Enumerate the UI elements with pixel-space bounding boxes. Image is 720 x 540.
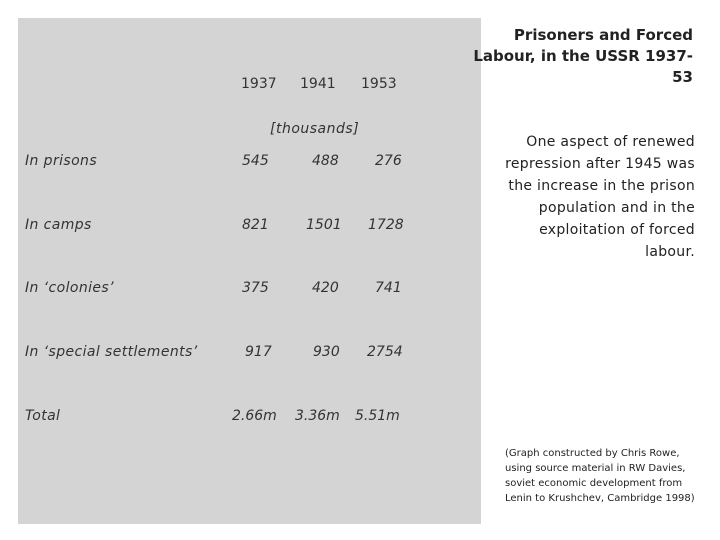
cell-colonies-1953: 741 <box>375 280 402 296</box>
cell-total-1937: 2.66m <box>232 408 277 424</box>
data-table-panel <box>18 18 481 524</box>
row-label-total: Total <box>25 408 61 424</box>
units-label: [thousands] <box>270 121 360 137</box>
row-label-camps: In camps <box>25 217 92 233</box>
cell-camps-1953: 1728 <box>368 217 404 233</box>
page-title: Prisoners and Forced Labour, in the USSR 1937-53 <box>473 26 693 86</box>
description-text: One aspect of renewed repression after 1945 was the increase in the prison population and in the exploitation of forced labour. <box>505 134 695 260</box>
cell-colonies-1937: 375 <box>242 280 269 296</box>
cell-prisons-1937: 545 <box>242 153 269 169</box>
row-label-prisons: In prisons <box>25 153 98 169</box>
cell-camps-1937: 821 <box>242 217 269 233</box>
row-label-special-settlements: In ‘special settlements’ <box>25 344 198 360</box>
cell-settlements-1941: 930 <box>313 344 340 360</box>
year-header-1953: 1953 <box>361 76 397 92</box>
cell-settlements-1937: 917 <box>245 344 272 360</box>
cell-settlements-1953: 2754 <box>367 344 403 360</box>
row-label-colonies: In ‘colonies’ <box>25 280 114 296</box>
cell-camps-1941: 1501 <box>306 217 342 233</box>
source-note: (Graph constructed by Chris Rowe, using source material in RW Davies, soviet economic development from Lenin to Krushchev, Cambridge 1998) <box>505 448 695 504</box>
cell-prisons-1953: 276 <box>375 153 402 169</box>
cell-colonies-1941: 420 <box>312 280 339 296</box>
year-header-1941: 1941 <box>300 76 336 92</box>
cell-prisons-1941: 488 <box>312 153 339 169</box>
year-header-1937: 1937 <box>241 76 277 92</box>
cell-total-1953: 5.51m <box>355 408 400 424</box>
cell-total-1941: 3.36m <box>295 408 340 424</box>
